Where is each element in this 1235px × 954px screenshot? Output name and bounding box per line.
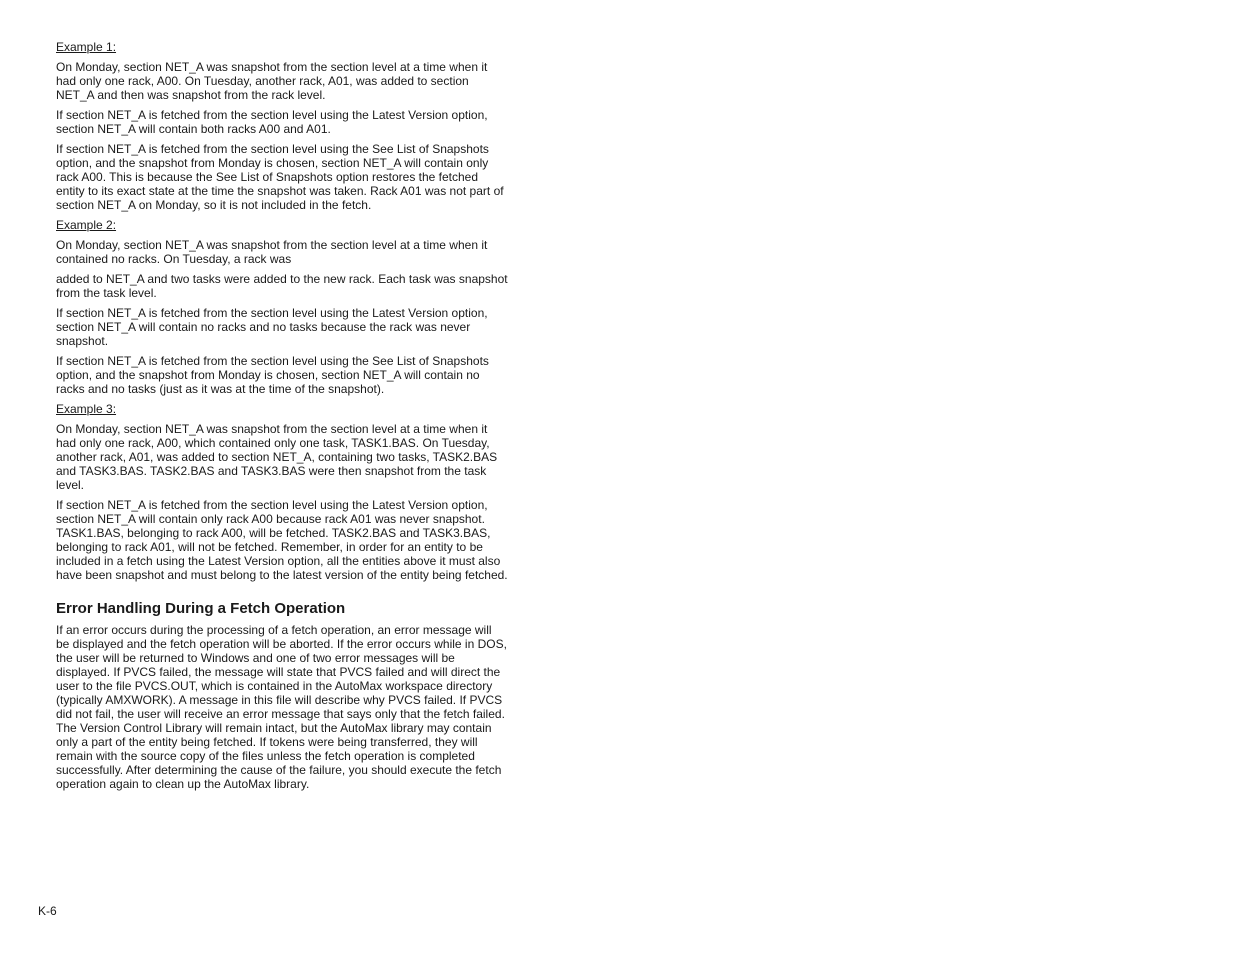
example-1-label: Example 1: xyxy=(56,40,117,54)
example-2-paragraph-1: On Monday, section NET_A was snapshot from the section level at a time when it contained no racks. On Tuesday, a rack was xyxy=(56,238,488,266)
example-2-paragraph-3: If section NET_A is fetched from the section level using the Latest Version option, section NET_A will contain no racks and no tasks because the rack was never snapshot. xyxy=(56,306,488,348)
example-3-paragraph-2: If section NET_A is fetched from the section level using the Latest Version option, section NET_A will contain only rack A00 because rack A01 was never snapshot. TASK1.BAS, belonging to rack A00, will be fetched. TASK2.BAS and TASK3.BAS, belonging to rack A01, will not be fetched. Remember, in order for an entity to be included in a fetch using the Latest Version option, all the entities above it must also have been snapshot and must belong to the latest version of the entity being fetched. xyxy=(56,498,508,582)
page-number: K-6 xyxy=(38,904,57,918)
example-2-paragraph-2: added to NET_A and two tasks were added to the new rack. Each task was snapshot from the task level. xyxy=(56,272,508,300)
example-1-paragraph-2: If section NET_A is fetched from the section level using the Latest Version option, section NET_A will contain both racks A00 and A01. xyxy=(56,108,488,136)
error-handling-paragraph: If an error occurs during the processing of a fetch operation, an error message will be displayed and the fetch operation will be aborted. If the error occurs while in DOS, the user will be returned to Windows and one of two error messages will be displayed. If PVCS failed, the message will state that PVCS failed and will direct the user to the file PVCS.OUT, which is contained in the AutoMax workspace directory (typically AMXWORK). A message in this file will describe why PVCS failed. If PVCS did not fail, the user will receive an error message that says only that the fetch failed. The Version Control Library will remain intact, but the AutoMax library may contain only a part of the entity being fetched. If tokens were being transferred, they will remain with the source copy of the files unless the fetch operation is completed successfully. After determining the cause of the failure, you should execute the fetch operation again to clean up the AutoMax library. xyxy=(56,623,507,791)
example-2-paragraph-4: If section NET_A is fetched from the section level using the See List of Snapshots option, and the snapshot from Monday is chosen, section NET_A will contain no racks and no tasks (just as it was at the time of the snapshot). xyxy=(56,354,489,396)
example-3-paragraph-1: On Monday, section NET_A was snapshot from the section level at a time when it had only one rack, A00, which contained only one task, TASK1.BAS. On Tuesday, another rack, A01, was added to section NET_A, containing two tasks, TASK2.BAS and TASK3.BAS. TASK2.BAS and TASK3.BAS were then snapshot from the task level. xyxy=(56,422,498,492)
example-3-label: Example 3: xyxy=(56,402,117,416)
example-2-label: Example 2: xyxy=(56,218,117,232)
example-1-paragraph-3: If section NET_A is fetched from the section level using the See List of Snapshots option, and the snapshot from Monday is chosen, section NET_A will contain only rack A00. This is because the See List of Snapshots option restores the fetched entity to its exact state at the time the snapshot was taken. Rack A01 was not part of section NET_A on Monday, so it is not included in the fetch. xyxy=(56,142,504,212)
section-heading: Error Handling During a Fetch Operation xyxy=(56,600,346,617)
example-1-paragraph-1: On Monday, section NET_A was snapshot from the section level at a time when it had only one rack, A00. On Tuesday, another rack, A01, was added to section NET_A and then was snapshot from the rack level. xyxy=(56,60,488,102)
document-body xyxy=(56,40,508,797)
